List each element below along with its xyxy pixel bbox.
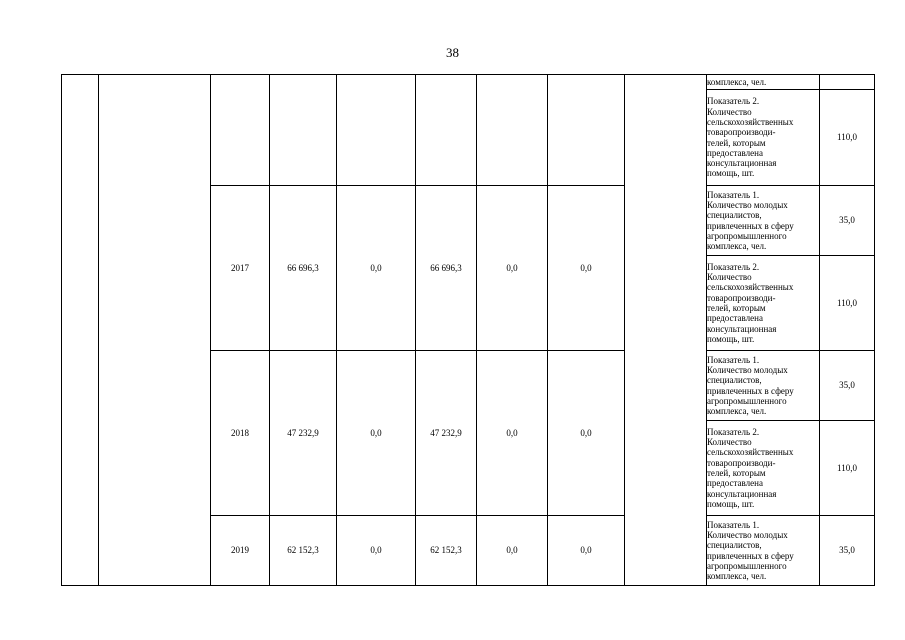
total-cell: 62 152,3 xyxy=(270,516,337,586)
indicator-value: 110,0 xyxy=(820,256,875,351)
funding-cell: 0,0 xyxy=(477,516,548,586)
col-empty-2 xyxy=(99,75,211,586)
indicator-text: Показатель 2. Количество сельскохозяйственных товаропроизводи- телей, которым предоставлена консультационная помощь, шт. xyxy=(707,421,820,516)
funding-cell: 0,0 xyxy=(548,186,625,351)
funding-cell: 0,0 xyxy=(337,186,416,351)
indicator-value: 35,0 xyxy=(820,516,875,586)
funding-cell: 0,0 xyxy=(548,516,625,586)
indicator-text: Показатель 1. Количество молодых специалистов, привлеченных в сферу агропромышленного комплекса, чел. xyxy=(707,186,820,256)
indicator-text: комплекса, чел. xyxy=(707,75,820,90)
year-cell: 2018 xyxy=(211,351,270,516)
prev-c2-cell xyxy=(416,75,477,186)
indicator-value: 110,0 xyxy=(820,90,875,186)
indicator-text: Показатель 2. Количество сельскохозяйственных товаропроизводи- телей, которым предоставлена консультационная помощь, шт. xyxy=(707,90,820,186)
funding-cell: 0,0 xyxy=(477,186,548,351)
funding-cell: 0,0 xyxy=(548,351,625,516)
prev-c4-cell xyxy=(548,75,625,186)
indicator-text: Показатель 1. Количество молодых специалистов, привлеченных в сферу агропромышленного комплекса, чел. xyxy=(707,351,820,421)
funding-cell: 66 696,3 xyxy=(416,186,477,351)
funding-cell: 62 152,3 xyxy=(416,516,477,586)
col-empty-executor xyxy=(625,75,707,586)
indicator-value: 35,0 xyxy=(820,186,875,256)
page-number: 38 xyxy=(446,45,459,60)
funding-cell: 0,0 xyxy=(337,516,416,586)
indicator-value xyxy=(820,75,875,90)
year-cell: 2019 xyxy=(211,516,270,586)
funding-cell: 47 232,9 xyxy=(416,351,477,516)
funding-cell: 0,0 xyxy=(477,351,548,516)
prev-total-cell xyxy=(270,75,337,186)
indicator-text: Показатель 1. Количество молодых специалистов, привлеченных в сферу агропромышленного комплекса, чел. xyxy=(707,516,820,586)
program-table xyxy=(61,74,875,586)
indicator-text: Показатель 2. Количество сельскохозяйственных товаропроизводи- телей, которым предоставлена консультационная помощь, шт. xyxy=(707,256,820,351)
funding-cell: 0,0 xyxy=(337,351,416,516)
prev-year-cell xyxy=(211,75,270,186)
indicator-value: 110,0 xyxy=(820,421,875,516)
indicator-value: 35,0 xyxy=(820,351,875,421)
prev-c3-cell xyxy=(477,75,548,186)
year-cell: 2017 xyxy=(211,186,270,351)
col-empty-1 xyxy=(62,75,99,586)
prev-c1-cell xyxy=(337,75,416,186)
total-cell: 47 232,9 xyxy=(270,351,337,516)
total-cell: 66 696,3 xyxy=(270,186,337,351)
